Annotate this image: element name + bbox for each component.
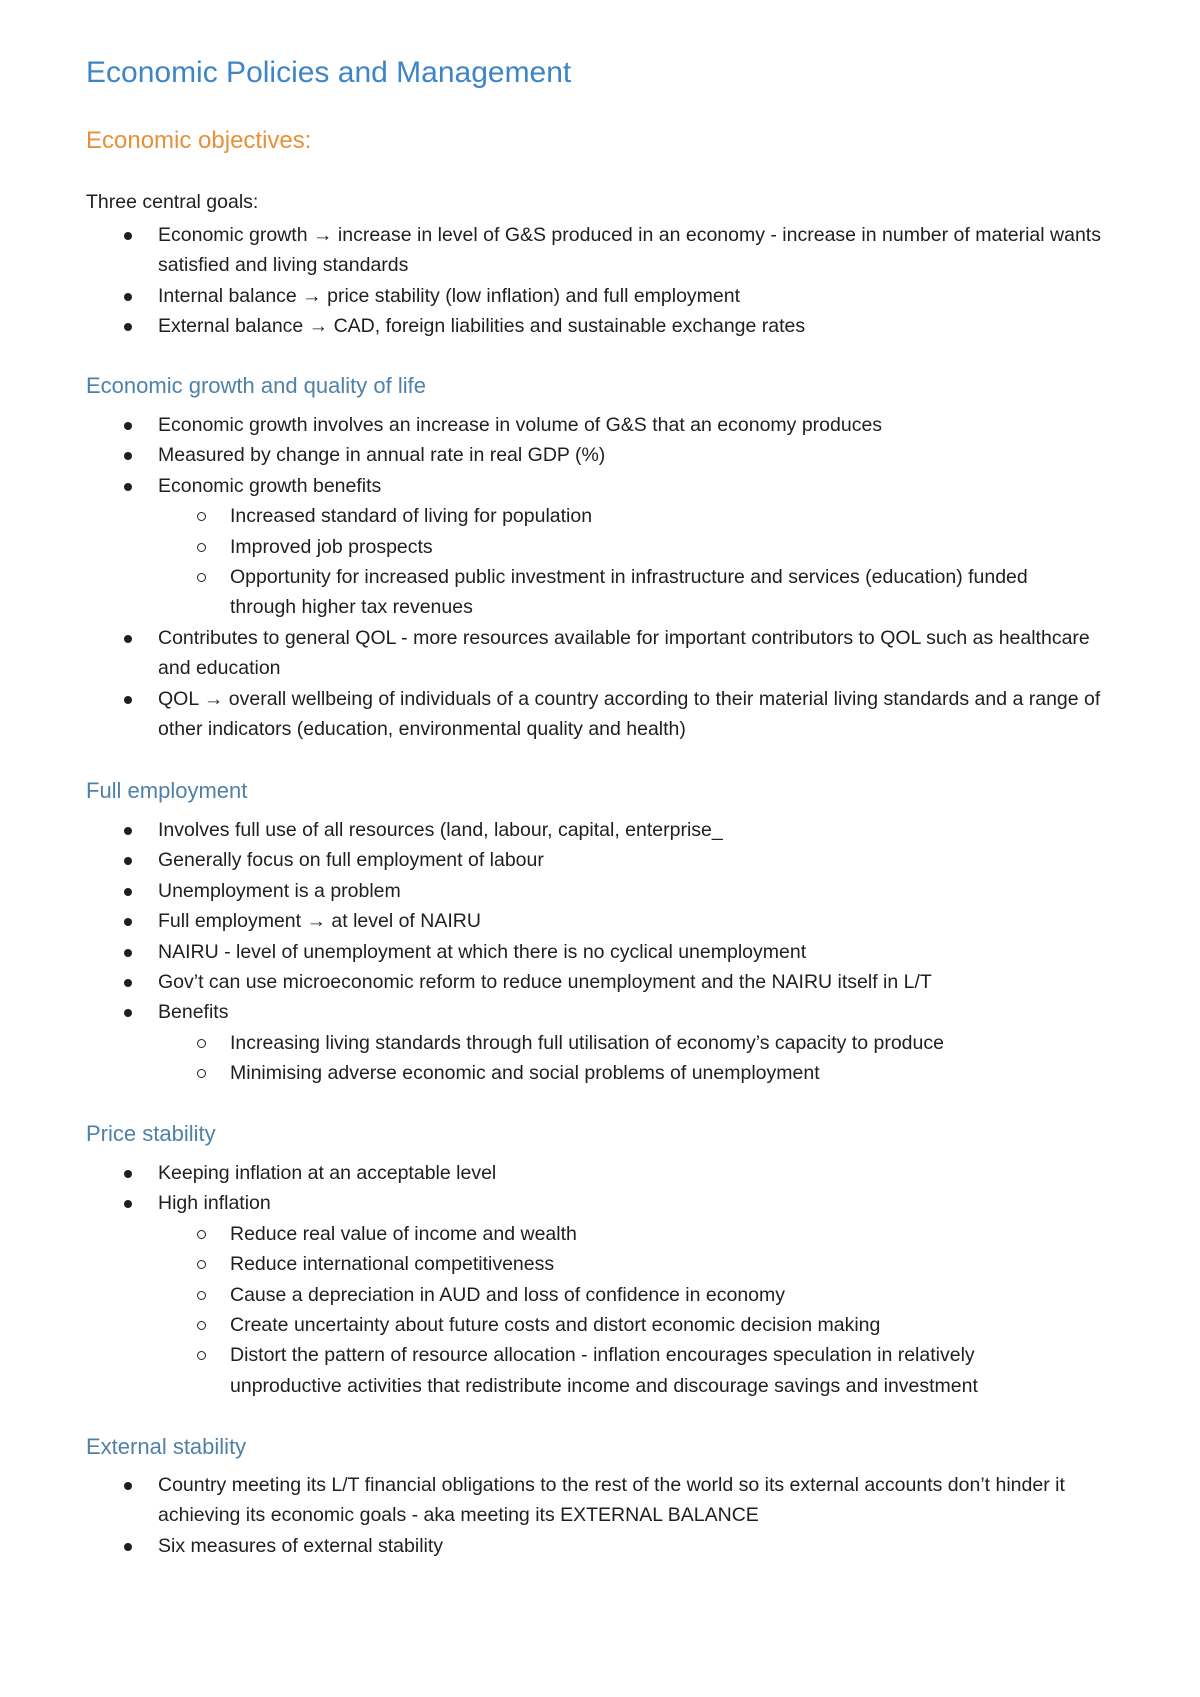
list-item: Unemployment is a problem — [0, 876, 1108, 906]
list-item: Full employment → at level of NAIRU — [0, 906, 1108, 936]
sub-list-item: Reduce real value of income and wealth — [230, 1219, 1090, 1249]
sub-list-item: Opportunity for increased public investment in infrastructure and services (education) funded through higher tax revenues — [230, 562, 1090, 623]
list-item: Economic growth involves an increase in volume of G&S that an economy produces — [0, 410, 1108, 440]
list-item — [0, 997, 1108, 1088]
list-item — [0, 471, 1108, 623]
list-item: Country meeting its L/T financial obligations to the rest of the world so its external accounts don’t hinder it achieving its economic goals - aka meeting its EXTERNAL BALANCE — [0, 1470, 1108, 1531]
external-list — [0, 1470, 1200, 1561]
goals-list — [0, 220, 1200, 342]
list-item: Internal balance → price stability (low inflation) and full employment — [0, 281, 1108, 311]
list-item: Economic growth → increase in level of G&S produced in an economy - increase in number of material wants satisfied and living standards — [0, 220, 1108, 281]
list-item: Six measures of external stability — [0, 1531, 1108, 1561]
list-item: Contributes to general QOL - more resources available for important contributors to QOL such as healthcare and education — [0, 623, 1108, 684]
list-item: Gov’t can use microeconomic reform to reduce unemployment and the NAIRU itself in L/T — [0, 967, 1108, 997]
sub-list-item: Reduce international competitiveness — [230, 1249, 1090, 1279]
objectives-heading: Economic objectives: — [86, 127, 312, 154]
price-list — [0, 1158, 1200, 1401]
list-item: QOL → overall wellbeing of individuals of a country according to their material living standards and a range of other indicators (education, environmental quality and health) — [0, 684, 1108, 745]
sub-list-item: Increased standard of living for population — [230, 501, 1090, 531]
sub-list-item: Cause a depreciation in AUD and loss of confidence in economy — [230, 1280, 1090, 1310]
intro-text: Three central goals: — [86, 191, 259, 213]
list-item-label: High inflation — [158, 1192, 271, 1215]
list-item: Measured by change in annual rate in real GDP (%) — [0, 440, 1108, 470]
list-item-label: Benefits — [158, 1001, 229, 1024]
growth-list — [0, 410, 1200, 744]
employment-list — [0, 815, 1200, 1089]
employment-heading: Full employment — [86, 778, 248, 803]
list-item-label: Economic growth benefits — [158, 474, 382, 497]
list-item: Generally focus on full employment of labour — [0, 845, 1108, 875]
list-item: Involves full use of all resources (land, labour, capital, enterprise_ — [0, 815, 1108, 845]
growth-heading: Economic growth and quality of life — [86, 373, 426, 398]
list-item: Keeping inflation at an acceptable level — [0, 1158, 1108, 1188]
sub-list-item: Improved job prospects — [230, 532, 1090, 562]
growth-benefits-list — [158, 501, 1108, 623]
list-item: External balance → CAD, foreign liabilities and sustainable exchange rates — [0, 311, 1108, 341]
sub-list-item: Minimising adverse economic and social problems of unemployment — [230, 1058, 1090, 1088]
inflation-effects-list — [158, 1219, 1108, 1401]
sub-list-item: Increasing living standards through full utilisation of economy’s capacity to produce — [230, 1028, 1090, 1058]
price-heading: Price stability — [86, 1121, 216, 1146]
sub-list-item: Distort the pattern of resource allocation - inflation encourages speculation in relatively unproductive activities that redistribute income and discourage savings and investment — [230, 1340, 1090, 1401]
list-item — [0, 1188, 1108, 1401]
page-title: Economic Policies and Management — [86, 56, 572, 89]
list-item: NAIRU - level of unemployment at which there is no cyclical unemployment — [0, 937, 1108, 967]
external-heading: External stability — [86, 1434, 247, 1459]
employment-benefits-list — [158, 1028, 1108, 1089]
sub-list-item: Create uncertainty about future costs and distort economic decision making — [230, 1310, 1090, 1340]
